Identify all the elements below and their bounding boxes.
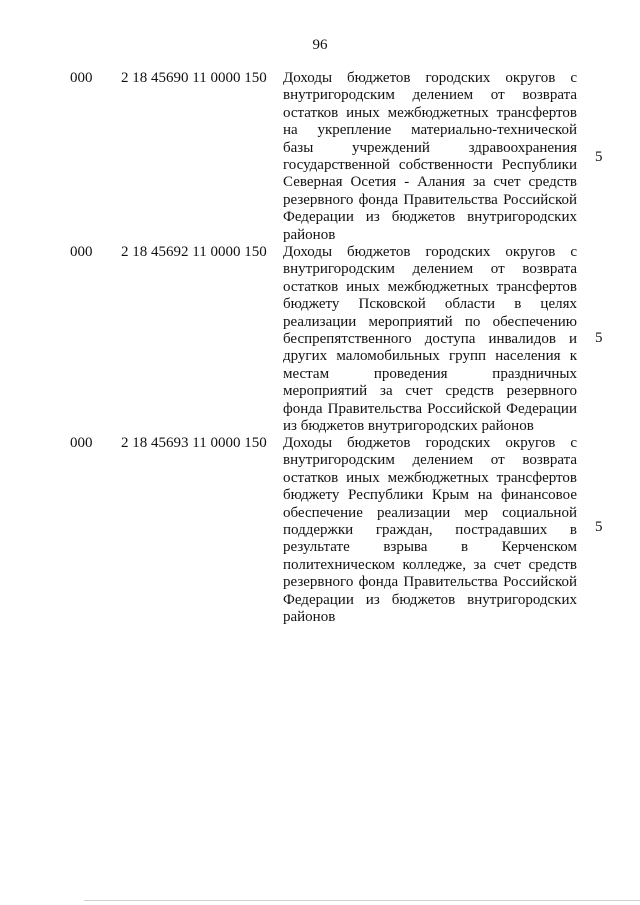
page-number: 96 [312, 37, 328, 53]
row-value: 5 [595, 330, 603, 346]
row-value: 5 [595, 149, 603, 165]
revenue-description: Доходы бюджетов городских округов с внутригородским делением от возврата остатков иных межбюджетных трансфертов на укрепление материально-технической базы учреждений здравоохранения государственной собственности Республики Северная Осетия - Алания за счет средств резервного фонда Правительства Российской Федерации из бюджетов внутригородских районов [283, 70, 577, 243]
administrator-code: 000 [70, 244, 93, 260]
row-value: 5 [595, 519, 603, 535]
budget-classification-code: 2 18 45693 11 0000 150 [121, 435, 267, 451]
budget-classification-code: 2 18 45690 11 0000 150 [121, 70, 267, 86]
revenue-description: Доходы бюджетов городских округов с внутригородским делением от возврата остатков иных межбюджетных трансфертов бюджету Псковской области в целях реализации мероприятий по обеспечению беспрепятственного доступа инвалидов и других маломобильных групп населения к местам проведения праздничных мероприятий за счет средств резервного фонда Правительства Российской Федерации из бюджетов внутригородских районов [283, 244, 577, 435]
administrator-code: 000 [70, 70, 93, 86]
revenue-description: Доходы бюджетов городских округов с внутригородским делением от возврата остатков иных межбюджетных трансфертов бюджету Республики Крым на финансовое обеспечение реализации мер социальной поддержки граждан, пострадавших в результате взрыва в Керченском политехническом колледже, за счет средств резервного фонда Правительства Российской Федерации из бюджетов внутригородских районов [283, 435, 577, 626]
scan-bottom-edge [84, 900, 640, 901]
administrator-code: 000 [70, 435, 93, 451]
budget-classification-code: 2 18 45692 11 0000 150 [121, 244, 267, 260]
